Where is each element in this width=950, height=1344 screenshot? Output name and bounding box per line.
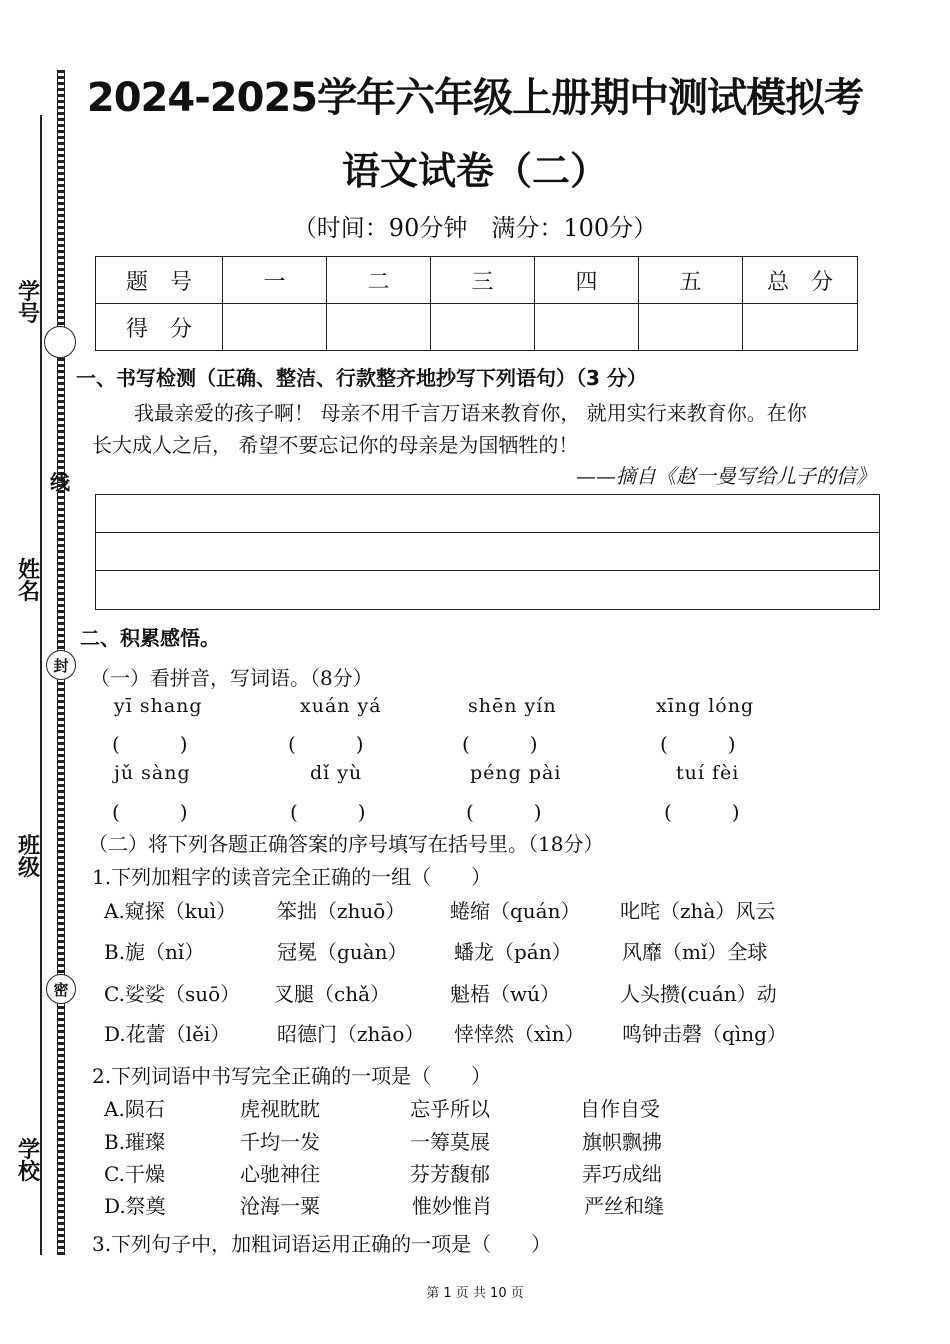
q2-option: 惟妙惟肖 <box>412 1194 492 1218</box>
q1-option: 冠冕（guàn） <box>277 940 408 964</box>
q1-option: 昭德门（zhāo） <box>277 1022 425 1046</box>
pinyin-item: xīng lóng <box>656 695 755 717</box>
answer-blank[interactable]: ( ) <box>112 732 188 756</box>
seal-secret-mark: 密 <box>46 974 76 1004</box>
q2-option: 芬芳馥郁 <box>410 1162 490 1186</box>
score-table <box>95 256 858 351</box>
pinyin-item: dǐ yù <box>310 762 363 784</box>
q1-option: D.花蕾（lěi） <box>104 1022 231 1046</box>
answer-blank[interactable]: ( ) <box>288 732 364 756</box>
passage-source: ——摘自《赵一曼写给儿子的信》 <box>576 464 876 488</box>
score-row-label: 得 分 <box>96 304 223 351</box>
part1-heading: （一）看拼音，写词语。（8分） <box>90 666 373 690</box>
section2-heading: 二、积累感悟。 <box>80 626 220 650</box>
score-header-cell: 总 分 <box>743 257 858 304</box>
writing-line <box>96 571 879 608</box>
score-cell <box>223 304 327 351</box>
pinyin-item: yī shang <box>114 695 203 717</box>
q2-option: 弄巧成绌 <box>582 1162 662 1186</box>
answer-blank[interactable]: ( ) <box>112 800 188 824</box>
passage-line-2: 长大成人之后， 希望不要忘记你的母亲是为国牺牲的！ <box>92 433 579 457</box>
q1-option: 悻悻然（xìn） <box>454 1022 585 1046</box>
answer-blank[interactable]: ( ) <box>660 732 736 756</box>
question-1-stem: 1.下列加粗字的读音完全正确的一组（ ） <box>92 865 492 889</box>
question-2-stem: 2.下列词语中书写完全正确的一项是（ ） <box>92 1064 492 1088</box>
seal-seal-mark: 封 <box>46 650 76 680</box>
q2-option: 千均一发 <box>240 1130 320 1154</box>
q1-option: C.娑娑（suō） <box>104 982 241 1006</box>
score-header-cell: 五 <box>639 257 743 304</box>
pinyin-item: péng pài <box>470 762 562 784</box>
q1-option: A.窥探（kuì） <box>104 899 237 923</box>
answer-blank[interactable]: ( ) <box>466 800 542 824</box>
score-table-header-row <box>96 257 858 304</box>
q2-option: 旗帜飘拂 <box>582 1130 662 1154</box>
writing-line <box>96 533 879 571</box>
pinyin-item: jǔ sàng <box>114 762 191 784</box>
page-footer: 第 1 页 共 10 页 <box>426 1286 524 1301</box>
q1-option: 蟠龙（pán） <box>454 940 572 964</box>
score-cell <box>743 304 858 351</box>
section1-heading: 一、书写检测（正确、整洁、行款整齐地抄写下列语句）（3 分） <box>76 366 647 390</box>
margin-class-label: 班 级 <box>17 834 40 881</box>
q2-option: D.祭奠 <box>104 1194 166 1218</box>
exam-subject-title: 语文试卷（二） <box>341 149 608 193</box>
q1-option: 笨拙（zhuō） <box>277 899 406 923</box>
pinyin-item: shēn yín <box>468 695 557 717</box>
answer-blank[interactable]: ( ) <box>290 800 366 824</box>
binding-hole <box>44 326 76 358</box>
score-cell <box>327 304 431 351</box>
exam-title: 2024-2025学年六年级上册期中测试模拟考 <box>86 75 864 121</box>
pinyin-item: tuí fèi <box>676 762 740 784</box>
q1-option: 魁梧（wú） <box>450 982 560 1006</box>
margin-student-no-label: 学 号 <box>17 280 40 327</box>
seal-line-mark: 线 <box>50 469 70 494</box>
score-cell <box>535 304 639 351</box>
q1-option: 蜷缩（quán） <box>450 899 581 923</box>
pinyin-item: xuán yá <box>300 695 382 717</box>
q1-option: 叉腿（chǎ） <box>274 982 391 1006</box>
score-table-score-row <box>96 304 858 351</box>
score-header-cell: 二 <box>327 257 431 304</box>
q1-option: 人头攒(cuán）动 <box>620 982 777 1006</box>
score-header-cell: 四 <box>535 257 639 304</box>
score-header-cell: 一 <box>223 257 327 304</box>
margin-name-label: 姓 名 <box>17 558 40 605</box>
q2-option: 忘乎所以 <box>410 1097 490 1121</box>
copy-writing-area[interactable] <box>95 494 880 610</box>
answer-blank[interactable]: ( ) <box>462 732 538 756</box>
score-cell <box>431 304 535 351</box>
q2-option: C.干燥 <box>104 1162 165 1186</box>
passage-line-1: 我最亲爱的孩子啊！ 母亲不用千言万语来教育你， 就用实行来教育你。在你 <box>134 401 807 425</box>
q2-option: 心驰神往 <box>240 1162 320 1186</box>
score-header-cell: 题 号 <box>96 257 223 304</box>
part2-heading: （二）将下列各题正确答案的序号填写在括号里。（18分） <box>88 832 604 856</box>
q2-option: 一筹莫展 <box>410 1130 490 1154</box>
score-header-cell: 三 <box>431 257 535 304</box>
q2-option: B.璀璨 <box>104 1130 166 1154</box>
score-cell <box>639 304 743 351</box>
answer-blank[interactable]: ( ) <box>664 800 740 824</box>
question-3-stem: 3.下列句子中，加粗词语运用正确的一项是（ ） <box>92 1232 552 1256</box>
q1-option: B.旎（nǐ） <box>104 940 205 964</box>
q1-option: 风靡（mǐ）全球 <box>622 940 768 964</box>
q2-option: 自作自受 <box>580 1097 660 1121</box>
exam-time-score: （时间：90分钟 满分：100分） <box>292 214 658 242</box>
writing-line <box>96 495 879 533</box>
q1-option: 鸣钟击磬（qìng） <box>622 1022 787 1046</box>
q2-option: 虎视眈眈 <box>240 1097 320 1121</box>
q2-option: A.陨石 <box>104 1097 165 1121</box>
margin-school-label: 学 校 <box>17 1138 40 1185</box>
q2-option: 沧海一粟 <box>240 1194 320 1218</box>
q1-option: 叱咤（zhà）风云 <box>620 899 776 923</box>
q2-option: 严丝和缝 <box>584 1194 664 1218</box>
